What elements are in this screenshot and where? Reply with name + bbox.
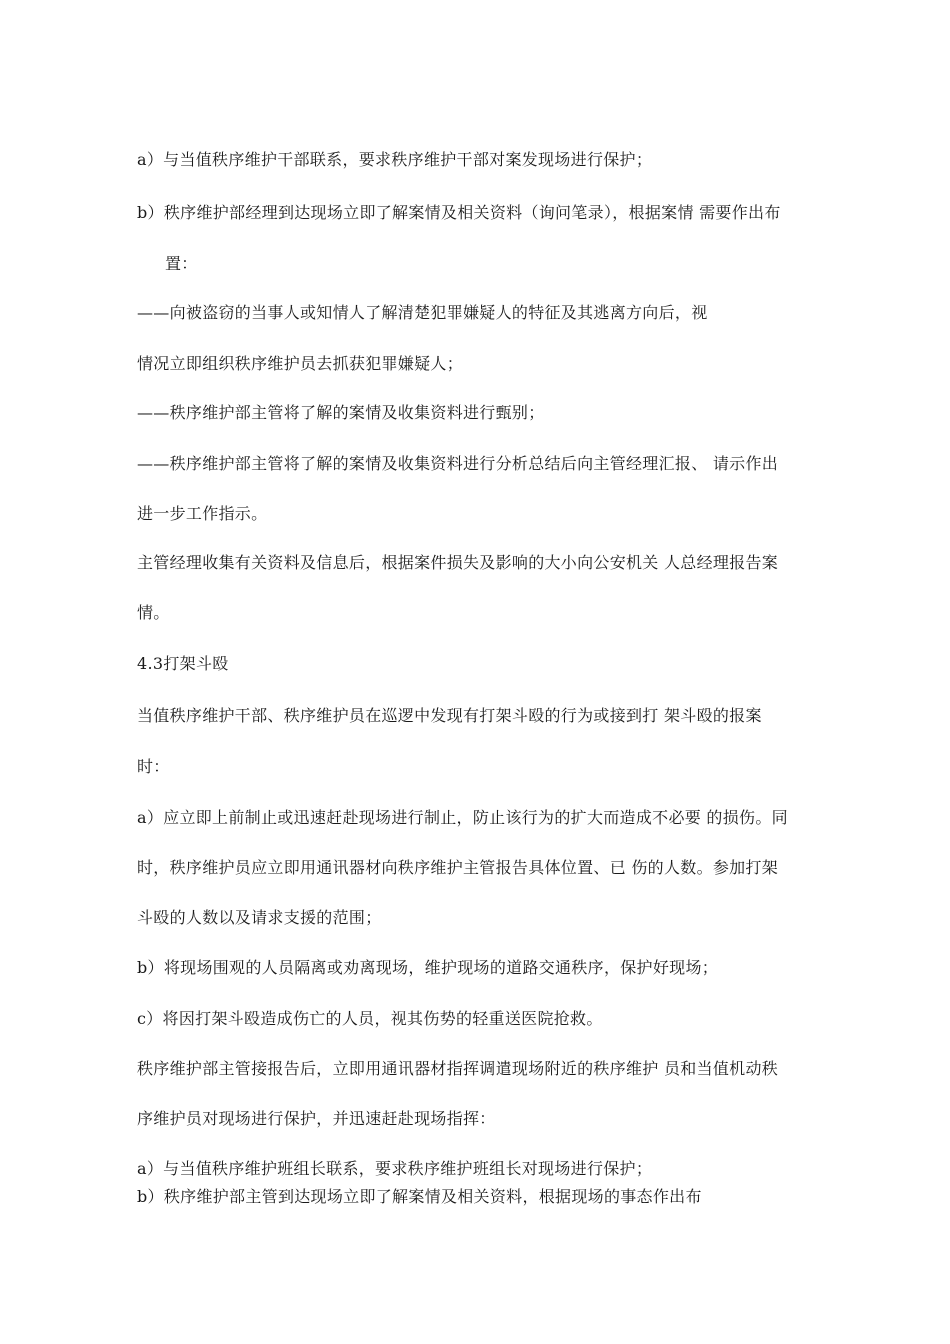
text-line: 主管经理收集有关资料及信息后，根据案件损失及影响的大小向公安机关 人总经理报告案: [137, 553, 779, 572]
text-line: b）将现场围观的人员隔离或劝离现场，维护现场的道路交通秩序，保护好现场；: [137, 958, 719, 977]
text-line: 斗殴的人数以及请求支援的范围；: [137, 908, 382, 927]
text-line: a）应立即上前制止或迅速赶赴现场进行制止，防止该行为的扩大而造成不必要 的损伤。同: [137, 808, 788, 827]
text-line: 时，秩序维护员应立即用通讯器材向秩序维护主管报告具体位置、已 伤的人数。参加打架: [137, 858, 779, 877]
text-line: ——向被盗窃的当事人或知情人了解清楚犯罪嫌疑人的特征及其逃离方向后，视: [137, 303, 708, 322]
text-line: ——秩序维护部主管将了解的案情及收集资料进行甄别；: [137, 403, 545, 422]
text-line: 序维护员对现场进行保护，并迅速赶赴现场指挥：: [137, 1109, 496, 1128]
text-line: a）与当值秩序维护班组长联系，要求秩序维护班组长对现场进行保护；: [137, 1159, 653, 1178]
text-line: 时：: [137, 757, 170, 776]
text-line: 情。: [137, 603, 170, 622]
text-line: 进一步工作指示。: [137, 504, 268, 523]
text-line: 情况立即组织秩序维护员去抓获犯罪嫌疑人；: [137, 354, 464, 373]
text-line: c）将因打架斗殴造成伤亡的人员，视其伤势的轻重送医院抢救。: [137, 1009, 603, 1028]
text-line: ——秩序维护部主管将了解的案情及收集资料进行分析总结后向主管经理汇报、 请示作出: [137, 454, 779, 473]
text-line: 当值秩序维护干部、秩序维护员在巡逻中发现有打架斗殴的行为或接到打 架斗殴的报案: [137, 706, 762, 725]
section-heading: 4.3打架斗殴: [137, 654, 229, 673]
text-line: 秩序维护部主管接报告后，立即用通讯器材指挥调遣现场附近的秩序维护 员和当值机动秩: [137, 1059, 779, 1078]
text-line: b）秩序维护部主管到达现场立即了解案情及相关资料，根据现场的事态作出布: [137, 1187, 702, 1206]
text-line: a）与当值秩序维护干部联系，要求秩序维护干部对案发现场进行保护；: [137, 150, 653, 169]
text-line: b）秩序维护部经理到达现场立即了解案情及相关资料（询问笔录），根据案情 需要作出布: [137, 203, 781, 222]
text-line: 置：: [165, 254, 198, 273]
